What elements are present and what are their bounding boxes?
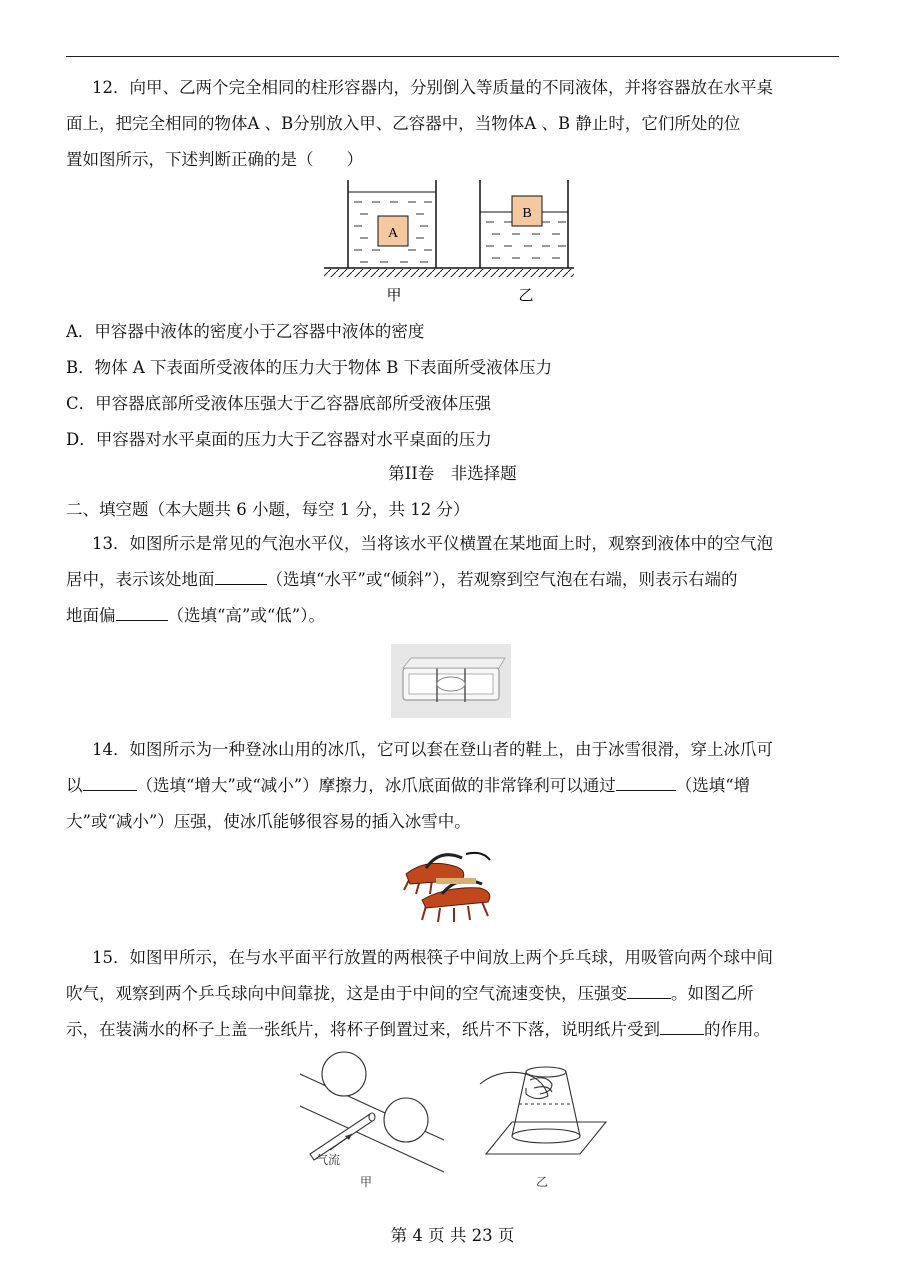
q12-text-line2: 面上，把完全相同的物体A 、B分别放入甲、乙容器中，当物体A 、B 静止时，它们所处的位 [66,114,741,133]
q13-text-line1: 13．如图所示是常见的气泡水平仪，当将该水平仪横置在某地面上时，观察到液体中的空气泡 [92,534,773,553]
q15-text-line1: 15．如图甲所示，在与水平面平行放置的两根筷子中间放上两个乒乓球，用吸管向两个球中间 [92,948,773,967]
caption-jia-15: 甲 [359,1175,373,1189]
q12-containers-figure [320,176,580,304]
q14-text-line3: 大”或“减小”）压强，使冰爪能够很容易的插入冰雪中。 [66,812,471,831]
q13-text-line3: 地面偏 （选填“高”或“低”）。 [66,606,325,625]
q12-text-line3: 置如图所示，下述判断正确的是（ ） [66,150,363,169]
q12-text-line1: 12．向甲、乙两个完全相同的柱形容器内，分别倒入等质量的不同液体，并将容器放在水平桌 [92,78,773,97]
q15-text-line2: 吹气，观察到两个乒乓球向中间靠拢，这是由于中间的空气流速变快，压强变 。如图乙所 [66,984,754,1003]
caption-jia: 甲 [386,286,402,304]
q14-text-line2: 以 （选填“增大”或“减小”）摩擦力，冰爪底面做的非常锋利可以通过 （选填“增 [66,776,751,795]
q14-blank-1[interactable] [83,776,137,791]
section-title: 第II卷 非选择题 [388,464,517,483]
box-a-label: A [387,226,399,241]
q12-option-a: A．甲容器中液体的密度小于乙容器中液体的密度 [66,322,425,341]
q15-blank-1[interactable] [627,984,671,999]
q13-blank-1[interactable] [215,570,267,585]
q12-option-c: C．甲容器底部所受液体压强大于乙容器底部所受液体压强 [66,394,492,413]
crampons-photo [396,844,500,926]
q13-text-line2: 居中，表示该处地面 （选填“水平”或“倾斜”），若观察到空气泡在右端，则表示右端的 [66,570,738,589]
q13-blank-2[interactable] [116,606,168,621]
q15-text-line3: 示，在装满水的杯子上盖一张纸片，将杯子倒置过来，纸片不下落，说明纸片受到 的作用。 [66,1020,770,1039]
airflow-label: 气流 [315,1153,341,1167]
q15-blank-2[interactable] [660,1020,704,1035]
caption-yi-15: 乙 [535,1175,549,1189]
q12-option-d: D．甲容器对水平桌面的压力大于乙容器对水平桌面的压力 [66,430,492,449]
box-b-label: B [522,206,532,221]
q14-blank-2[interactable] [616,776,676,791]
q14-text-line1: 14．如图所示为一种登冰山用的冰爪，它可以套在登山者的鞋上，由于冰雪很滑，穿上冰爪可 [92,740,773,759]
page-footer: 第 4 页 共 23 页 [390,1226,515,1245]
top-rule [66,56,839,57]
caption-yi: 乙 [518,286,534,304]
q15-figures [290,1044,620,1194]
bubble-level-photo [391,644,511,718]
q12-option-b: B．物体 A 下表面所受液体的压力大于物体 B 下表面所受液体压力 [66,358,553,377]
section-fill-heading: 二、填空题（本大题共 6 小题，每空 1 分，共 12 分） [66,500,470,519]
